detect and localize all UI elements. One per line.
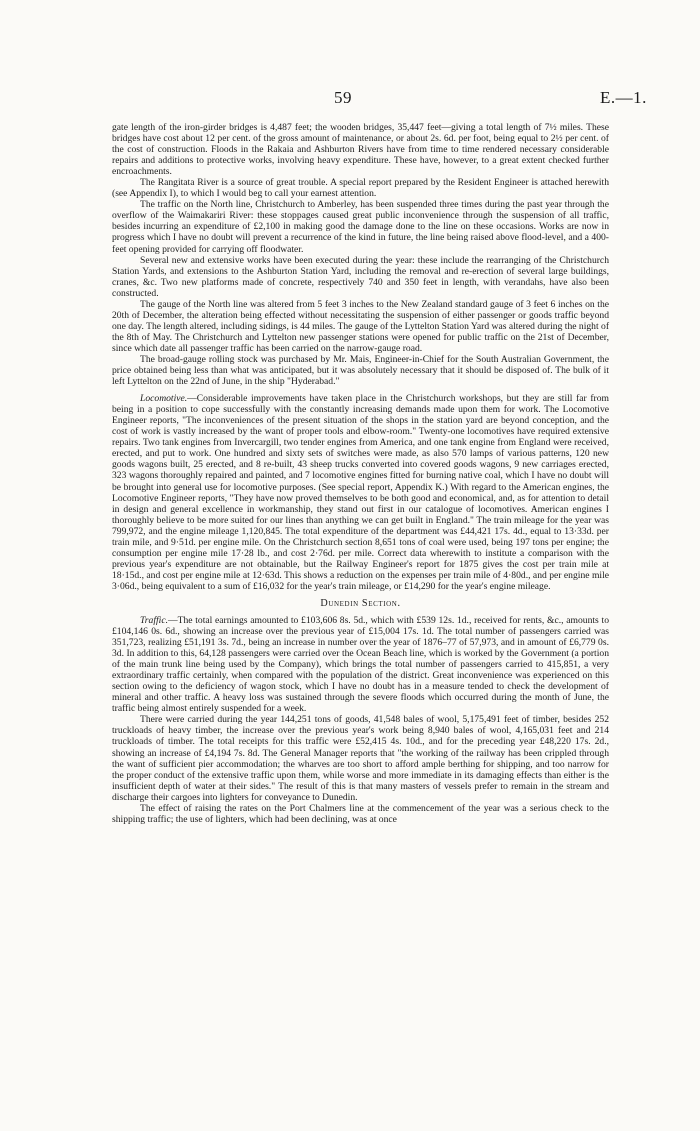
paragraph-port-chalmers: The effect of raising the rates on the Port Chalmers line at the commencement of the year was a serious check to the shipping traffic; the use of lighters, which had been declining, was at once — [112, 802, 609, 825]
page-header — [0, 88, 700, 110]
page-number: 59 — [334, 88, 352, 107]
paragraph-gauge-alteration: The gauge of the North line was altered from 5 feet 3 inches to the New Zealand standard gauge of 3 feet 6 inches on the 20th of December, the alteration being effected without necessitating the suspension of either passenger or goods traffic beyond one day. The length altered, including sidings, is 44 miles. The gauge of the Lyttelton Station Yard was altered during the night of the 8th of May. The Christchurch and Lyttelton new passenger stations were opened for public traffic on the 21st of December, since which date all passenger traffic has been carried on the narrow-gauge road. — [112, 298, 610, 354]
paragraph-north-line-traffic: The traffic on the North line, Christchurch to Amberley, has been suspended three times during the past year through the overflow of the Waimakariri River: these stoppages caused great public inconvenience through the suspension of all traffic, besides incurring an expenditure of £2,100 in making good the damage done to the line on these occasions. Works are now in progress which I have no doubt will prevent a recurrence of the kind in future, the line being raised above flood-level, and a 400-feet opening provided for carrying off floodwater. — [112, 199, 609, 255]
traffic-text: —The total earnings amounted to £103,606 8s. 5d., which with £539 12s. 1d., received for rents, &c., amounts to £104,146 0s. 6d., showing an increase over the previous year of £15,004 17s. 1d. The total number of passengers carried was 351,723, realizing £51,191 3s. 7d., being an increase in number over the year of 1876–77 of 57,973, and in amount of £6,779 0s. 3d. In addition to this, 64,128 passengers were carried over the Ocean Beach line, which is worked by the Government (a portion of the main trunk line being used by the Company), which brings the total number of passengers carried to 415,851, a very extraordinary traffic certainly, when compared with the population of the district. Great inconvenience was experienced on this section owing to the deficiency of wagon stock, which I have no doubt has in a measure tended to check the development of mineral and other traffic. A heavy loss was sustained through the severe floods which occurred during the month of June, the traffic being almost entirely suspended for a week. — [112, 614, 609, 715]
section-heading-dunedin: Dunedin Section. — [320, 597, 401, 609]
paragraph-bridges: gate length of the iron-girder bridges is 4,487 feet; the wooden bridges, 35,447 feet—giving a total length of 7½ miles. These bridges have cost about 12 per cent. of the gross amount of maintenance, or about 2s. 6d. per foot, being equal to 2½ per cent. of the cost of construction. Floods in the Rakaia and Ashburton Rivers have from time to time rendered necessary considerable repairs and additions to protective works, involving heavy expenditure. These have, however, to a great extent checked further encroachments. — [112, 122, 609, 178]
locomotive-lead: Locomotive. — [140, 393, 188, 405]
paragraph-rangitata: The Rangitata River is a source of great trouble. A special report prepared by the Resident Engineer is attached herewith (see Appendix I), to which I would beg to call your earnest attention. — [112, 177, 609, 200]
traffic-lead: Traffic. — [140, 614, 168, 626]
locomotive-text: —Considerable improvements have taken place in the Christchurch workshops, but they are still far from being in a position to cope successfully with the constantly increasing demands made upon them for work. The Locomotive Engineer reports, "The inconveniences of the present situation of the shops in the station yard are beyond conception, and the cost of work is vastly increased by the want of proper tools and elbow-room." Twenty-one locomotives have required extensive repairs. Two tank engines from Invercargill, two tender engines from America, and one tank engine from England were received, erected, and put to work. One hundred and sixty sets of switches were made, as also 570 lamps of various patterns, 120 new goods wagons built, 25 erected, and 8 re-built, 43 sheep trucks converted into covered goods wagons, 9 new carriages erected, 323 wagons thoroughly repaired and painted, and 7 locomotive engines fitted for burning native coal, which I have no doubt will be brought into general use for locomotive purposes. (See special report, Appendix K.) With regard to the American engines, the Locomotive Engineer reports, "They have now proved themselves to be both good and economical, and, as for attention to detail in design and general excellence in workmanship, they stand out first in our catalogue of locomotives. American engines I thoroughly believe to be more suited for our lines than anything we can get built in England." The train mileage for the year was 799,972, and the engine mileage 1,120,845. The total expenditure of the department was £44,421 17s. 4d., equal to 13·33d. per train mile, and 9·51d. per engine mile. On the Christchurch section 8,651 tons of coal were used, being 197 tons per engine; the consumption per engine mile 17·28 lb., and cost 2·76d. per mile. Correct data wherewith to institute a comparison with the previous year's expenditure are not obtainable, but the Railway Engineer's report for 1875 gives the cost per train mile at 18·15d., and cost per engine mile at 12·63d. This shows a reduction on the expenses per train mile of 4·80d., and per engine mile 3·06d., being equivalent to a sum of £16,032 for the year's train mileage, or £14,290 for the year's engine mileage. — [112, 393, 609, 592]
paragraph-broad-gauge-stock: The broad-gauge rolling stock was purchased by Mr. Mais, Engineer-in-Chief for the South Australian Government, the price obtained being less than what was anticipated, but it was absolutely necessary that it should be disposed of. The bulk of it left Lyttelton on the 22nd of June, in the ship "Hyderabad." — [112, 353, 609, 388]
paragraph-goods-traffic: There were carried during the year 144,251 tons of goods, 41,548 bales of wool, 5,175,491 feet of timber, besides 252 truckloads of heavy timber, the increase over the previous year's work being 8,940 bales of wool, 4,165,031 feet and 214 truckloads of timber. The total receipts for this traffic were £52,415 4s. 10d., and for the preceding year £48,220 17s. 2d., showing an increase of £4,194 7s. 8d. The General Manager reports that "the working of the railway has been crippled through the want of sufficient pier accommodation; the wharves are too short to afford ample berthing for shipping, and too narrow for the proper conduct of the extensive traffic upon them, while worse and more immediate in its damaging effects than either is the insufficient depth of water at their sides." The result of this is that many masters of vessels prefer to remain in the stream and discharge their cargoes into lighters for conveyance to Dunedin. — [112, 714, 609, 803]
paragraph-locomotive — [112, 393, 609, 592]
document-reference: E.—1. — [600, 88, 647, 107]
paragraph-traffic — [112, 615, 609, 714]
paragraph-new-works: Several new and extensive works have been executed during the year: these include the rearranging of the Christchurch Station Yards, and extensions to the Ashburton Station Yard, including the removal and re-erection of several large buildings, cranes, &c. Two new platforms made of concrete, respectively 740 and 350 feet in length, with verandahs, have also been constructed. — [112, 254, 609, 299]
page-body — [112, 122, 609, 825]
